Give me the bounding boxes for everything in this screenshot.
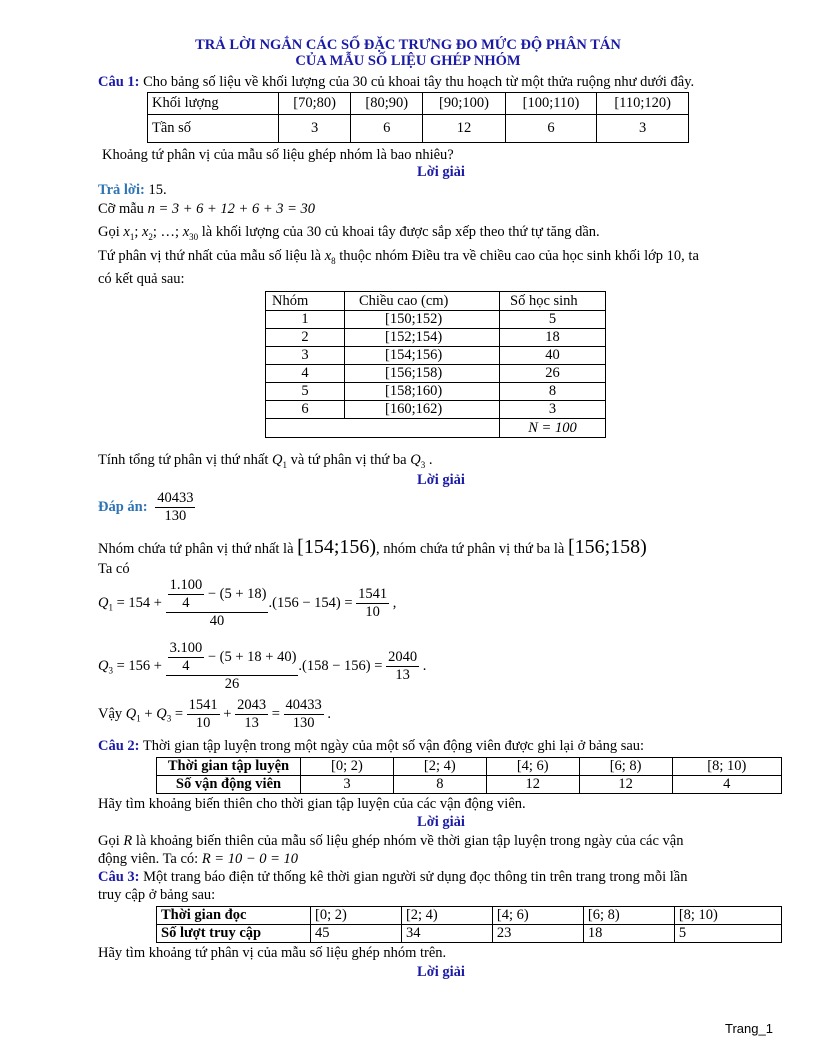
q1-taco: Ta có	[98, 561, 130, 577]
q1-result-line: có kết quả sau:	[98, 271, 185, 287]
q2-text: Câu 2: Thời gian tập luyện trong một ngày của một số vận động viên được ghi lại ở bảng sau:	[98, 738, 645, 754]
page-title: TRẢ LỜI NGẮN CÁC SỐ ĐẶC TRƯNG ĐO MỨC ĐỘ PHÂN TÁN	[195, 37, 621, 53]
q1-groups: Nhóm chứa tứ phân vị thứ nhất là [154;156), nhóm chứa tứ phân vị thứ ba là [156;158)	[98, 536, 647, 558]
height-table: Nhóm Chiều cao (cm) Số học sinh 1 [150;152) 5 2 [152;154) 18 3 [154;156) 40 4 [156;158) 26 5 [158;160) 8 6 [160;162) 3 N = 100	[265, 291, 606, 438]
q1-solution-heading-2: Lời giải	[417, 472, 465, 488]
q2-solution-line2: động viên. Ta có: R = 10 − 0 = 10	[98, 851, 299, 867]
q3-text2: truy cập ở bảng sau:	[98, 887, 216, 903]
q1-final-answer: Đáp án: $\frac{40433}{130}$	[98, 490, 194, 524]
page-number: Trang_1	[725, 1021, 773, 1036]
page-subtitle: CỦA MẪU SỐ LIỆU GHÉP NHÓM	[295, 53, 521, 69]
q2-solution-line1: Gọi R là khoảng biến thiên của mẫu số liệu ghép nhóm về thời gian tập luyện trong ngày của các vận	[98, 833, 684, 849]
q1-sample-size: Cỡ mẫu n = 3 + 6 + 12 + 6 + 3 = 30	[98, 201, 316, 217]
q1-table: Khối lượng [70;80) [80;90) [90;100) [100;110) [110;120) Tần số 3 6 12 6 3	[147, 92, 689, 143]
q1-notation: Gọi $x_1$; $x_2$; …; $x_{30}$ là khối lượng của 30 củ khoai tây được sắp xếp theo thứ tự tăng dần.	[98, 224, 600, 242]
q1-text: Câu 1: Cho bảng số liệu về khối lượng của 30 củ khoai tây thu hoạch từ một thửa ruộng như dưới đây.	[98, 74, 695, 90]
q3-question: Hãy tìm khoảng tứ phân vị của mẫu số liệu ghép nhóm trên.	[98, 945, 447, 961]
q3-table: Thời gian đọc [0; 2) [2; 4) [4; 6) [6; 8) [8; 10) Số lượt truy cập 45 34 23 18 5	[156, 906, 782, 943]
q3-text: Câu 3: Một trang báo điện tử thống kê thời gian người sử dụng đọc thông tin trên trang trong mỗi lần	[98, 869, 688, 885]
q3-solution-heading: Lời giải	[417, 964, 465, 980]
q2-solution-heading: Lời giải	[417, 814, 465, 830]
total-cell: N = 100	[500, 419, 606, 438]
sum-formula: Vậy $Q_1 + Q_3$ = $\frac{1541}{10}$ + $\frac{2043}{13}$ = $\frac{40433}{130}$ .	[98, 697, 332, 731]
q1-question: Khoảng tứ phân vị của mẫu số liệu ghép nhóm là bao nhiêu?	[102, 147, 454, 163]
q1-quartile-line: Tứ phân vị thứ nhất của mẫu số liệu là $x_8$ thuộc nhóm Điều tra về chiều cao của học sinh khối lớp 10, ta	[98, 248, 699, 266]
q1-formula: $Q_1 = 154$ + $\frac{1.100}{4}$ − (5 + 18) 40 .(156 − 154) = $\frac{1541}{10}$ ,	[98, 577, 397, 629]
q2-question: Hãy tìm khoảng biến thiên cho thời gian tập luyện của các vận động viên.	[98, 796, 526, 812]
q2-table: Thời gian tập luyện [0; 2) [2; 4) [4; 6) [6; 8) [8; 10) Số vận động viên 3 8 12 12 4	[156, 757, 782, 794]
q3-formula: $Q_3 = 156$ + $\frac{3.100}{4}$ − (5 + 18 + 40) 26 .(158 − 156) = $\frac{2040}{13}$ .	[98, 640, 427, 692]
q1-solution-heading: Lời giải	[417, 164, 465, 180]
q1-answer: Trả lời: 15.	[98, 182, 167, 198]
q1-task: Tính tổng tứ phân vị thứ nhất $Q_1$ và tứ phân vị thứ ba $Q_3$ .	[98, 452, 433, 470]
